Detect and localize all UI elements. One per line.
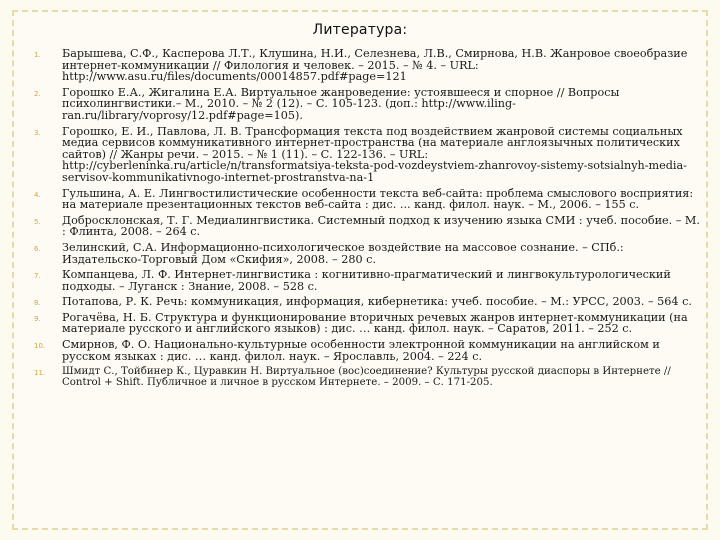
reference-text: Барышева, С.Ф., Касперова Л.Т., Клушина, Н.И., Селезнева, Л.В., Смирнова, Н.В. Жанровое своеобразие интернет-коммуникации // Филология и человек. – 2015. – № 4. – URL: http://www.asu.ru/files/documents/00014857.pdf#page=121 [62,47,688,84]
reference-text: Добросклонская, Т. Г. Медиалингвистика. Системный подход к изучению языка СМИ : учеб. пособие. – М. : Флинта, 2008. – 264 с. [62,213,700,239]
item-number: 4. [34,190,41,199]
slide [12,10,708,530]
item-number: 3. [34,128,41,137]
item-number: 8. [34,299,41,308]
item-number: 9. [34,314,41,323]
reference-text: Потапова, Р. К. Речь: коммуникация, информация, кибернетика: учеб. пособие. – М.: УРСС, 2003. – 564 с. [62,295,692,309]
list-item [14,87,704,122]
item-number: 11. [34,369,46,378]
item-number: 5. [34,217,41,226]
reference-text: Шмидт С., Тойбинер К., Цуравкин Н. Виртуальное (вос)соединение? Культуры русской диаспоры в Интернете // Control + Shift. Публичное и личное в русском Интернете. – 2009. – С. 171-205. [62,366,671,389]
reference-text: Горошко, Е. И., Павлова, Л. В. Трансформация текста под воздействием жанровой системы социальных медиа сервисов коммуникативного интернет-пространства (на материале англоязычных политических сайтов) // Жанры речи. – 2015. – № 1 (11). – С. 122-136. – URL: http://cyberleninka.ru/article/n/transformatsiya-teksta-pod-vozdeystviem-zhanrovoy-sistemy-sotsialnyh-media-servisov-kommunikativnogo-internet-prostranstva-na-1 [62,124,687,184]
item-number: 1. [34,51,41,59]
list-item [14,215,704,238]
reference-text: Смирнов, Ф. О. Национально-культурные особенности электронной коммуникации на английском и русском языках : дис. … канд. филол. наук. – Ярославль, 2004. – 224 с. [62,338,660,363]
list-item [14,296,704,308]
list-item [14,366,704,388]
reference-list [14,48,704,392]
item-number: 6. [34,244,41,253]
reference-text: Гульшина, А. Е. Лингвостилистические особенности текста веб-сайта: проблема смыслового восприятия: на материале презентационных текстов веб-сайта : дис. ... канд. филол. наук. – М., 2006. – 155 с. [62,186,694,212]
list-item [14,269,704,292]
list-item [14,242,704,265]
list-item [14,312,704,335]
list-item [14,339,704,362]
list-item [14,188,704,211]
page-title: Литература: [312,22,408,38]
item-number: 2. [34,89,41,98]
item-number: 10. [34,342,46,351]
reference-text: Компанцева, Л. Ф. Интернет-лингвистика : когнитивно-прагматический и лингвокультурологический подходы. – Луганск : Знание, 2008. – 528 с. [62,268,671,293]
item-number: 7. [34,272,41,281]
list-item [14,126,704,184]
reference-text: Рогачёва, Н. Б. Структура и функционирование вторичных речевых жанров интернет-коммуникации (на материале русского и английского языков) : дис. … канд. филол. наук. – Саратов, 2011. – 252 с. [62,310,688,336]
reference-text: Горошко Е.А., Жигалина Е.А. Виртуальное жанроведение: устоявшееся и спорное // Вопросы психолингвистики.– М., 2010. – № 2 (12). – С. 105-123. (доп.: http://www.iling-ran.ru/library/voprosy/12.pdf#page=105). [62,85,620,122]
reference-text: Зелинский, С.А. Информационно-психологическое воздействие на массовое сознание. – СПб.: Издательско-Торговый Дом «Скифия», 2008. – 280 с. [62,240,624,266]
list-item [14,48,704,83]
